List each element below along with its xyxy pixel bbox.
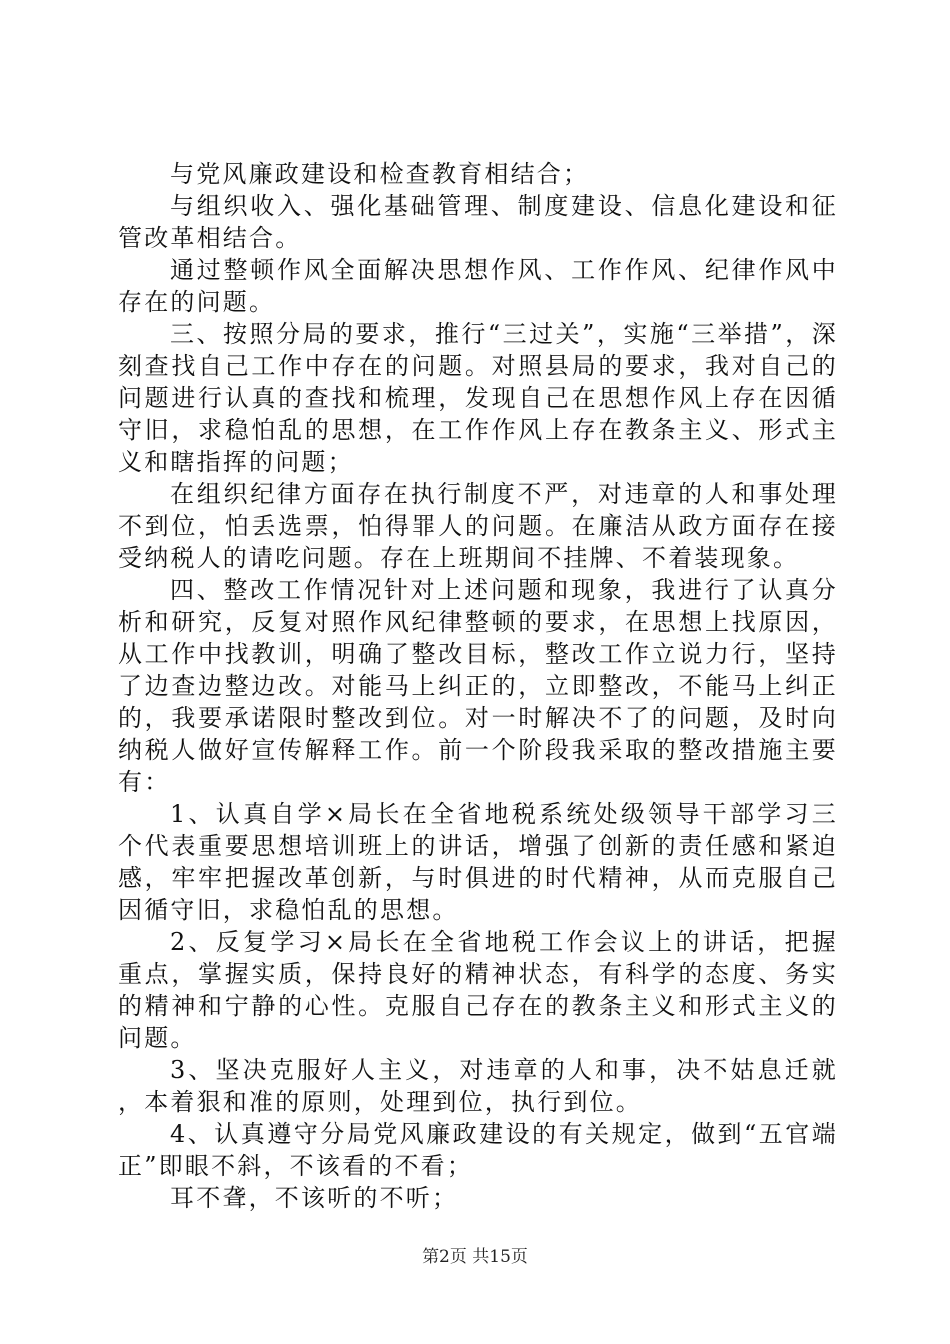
paragraph: 耳不聋，不该听的不听； — [170, 1184, 459, 1212]
paragraph: 3、坚决克服好人主义，对违章的人和事，决不姑息迁就，本着狠和准的原则，处理到位，执行到位。 — [118, 1056, 838, 1116]
paragraph: 4、认真遵守分局党风廉政建设的有关规定，做到“五官端正”即眼不斜，不该看的不看； — [118, 1120, 838, 1180]
paragraph: 在组织纪律方面存在执行制度不严，对违章的人和事处理不到位，怕丢选票，怕得罪人的问题。在廉洁从政方面存在接受纳税人的请吃问题。存在上班期间不挂牌、不着装现象。 — [118, 480, 838, 572]
paragraph: 通过整顿作风全面解决思想作风、工作作风、纪律作风中存在的问题。 — [118, 256, 838, 316]
paragraph: 2、反复学习×局长在全省地税工作会议上的讲话，把握重点，掌握实质，保持良好的精神状态，有科学的态度、务实的精神和宁静的心性。克服自己存在的教条主义和形式主义的问题。 — [118, 928, 838, 1052]
paragraph: 四、整改工作情况针对上述问题和现象，我进行了认真分析和研究，反复对照作风纪律整顿的要求，在思想上找原因，从工作中找教训，明确了整改目标，整改工作立说力行，坚持了边查边整边改。对能马上纠正的，立即整改，不能马上纠正的，我要承诺限时整改到位。对一时解决不了的问题，及时向纳税人做好宣传解释工作。前一个阶段我采取的整改措施主要有： — [118, 576, 838, 796]
paragraph: 与党风廉政建设和检查教育相结合； — [170, 160, 590, 188]
paragraph: 与组织收入、强化基础管理、制度建设、信息化建设和征管改革相结合。 — [118, 192, 838, 252]
paragraph: 三、按照分局的要求，推行“三过关”，实施“三举措”，深刻查找自己工作中存在的问题。对照县局的要求，我对自己的问题进行认真的查找和梳理，发现自己在思想作风上存在因循守旧，求稳怕乱的思想，在工作作风上存在教条主义、形式主义和瞎指挥的问题； — [118, 320, 838, 476]
page-number-footer: 第2页 共15页 — [422, 1247, 528, 1267]
document-body — [118, 158, 838, 1214]
paragraph: 1、认真自学×局长在全省地税系统处级领导干部学习三个代表重要思想培训班上的讲话，增强了创新的责任感和紧迫感，牢牢把握改革创新，与时俱进的时代精神，从而克服自己因循守旧，求稳怕乱的思想。 — [118, 800, 838, 924]
